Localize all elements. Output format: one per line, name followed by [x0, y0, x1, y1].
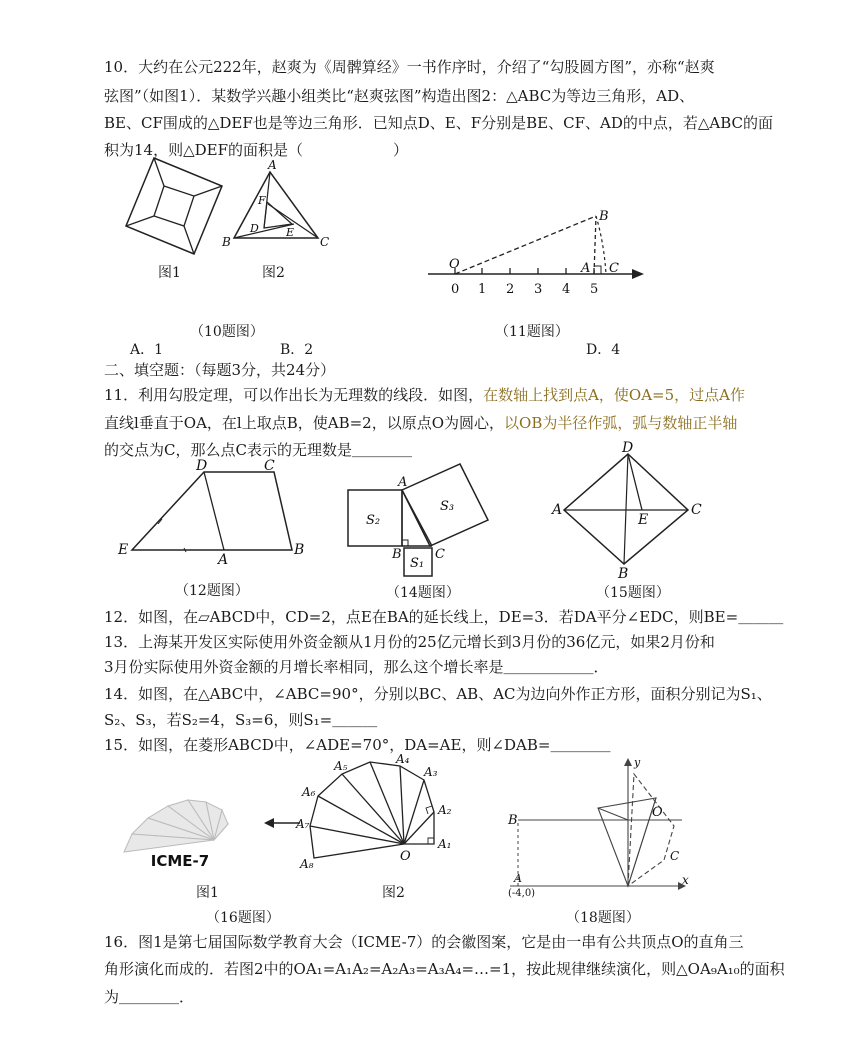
fig16-point-A7: A₇ — [296, 817, 310, 831]
fig15-point-A: A — [552, 502, 563, 518]
fig11-tick-4: 4 — [562, 282, 571, 297]
fig12-point-A: A — [218, 552, 229, 568]
fig16-point-A8: A₈ — [300, 857, 314, 871]
q11-caption: （11题图） — [495, 324, 569, 340]
fig11-point-C: C — [609, 261, 619, 276]
fig18-coord-label: (-4,0) — [508, 888, 536, 899]
fig16-point-A6: A₆ — [302, 785, 316, 799]
q11-line1-highlight: 在数轴上找到点A，使OA=5，过点A作 — [483, 386, 746, 404]
fig11-tick-2: 2 — [506, 282, 515, 297]
fig11-tick-0: 0 — [451, 282, 460, 297]
fig16-point-A1: A₁ — [438, 837, 452, 851]
q14-caption: （14题图） — [386, 585, 460, 601]
q10-line1: 10．大约在公元222年，赵爽为《周髀算经》一书作序时，介绍了“勾股圆方图”，亦称“赵爽 — [104, 58, 715, 76]
fig11-tick-1: 1 — [478, 282, 487, 297]
q10-line4: 积为14，则△DEF的面积是（ ） — [104, 141, 409, 159]
section-heading-fill-in: 二、填空题：（每题3分，共24分） — [104, 361, 336, 379]
fig16-point-A2: A₂ — [438, 803, 452, 817]
fig14-area-s1: S₁ — [410, 556, 425, 571]
q12-caption: （12题图） — [175, 583, 249, 599]
fig18-point-A: A — [514, 872, 522, 885]
q16-line3: 为＿＿＿＿． — [104, 988, 195, 1006]
fig15-point-E: E — [638, 512, 649, 528]
q16-fig1-label: 图1 — [196, 885, 219, 901]
q11-line3: 的交点为C，那么点C表示的无理数是＿＿＿＿ — [104, 441, 412, 459]
q11-figure — [422, 198, 652, 298]
q15-text: 15．如图，在菱形ABCD中，∠ADE=70°，DA=AE，则∠DAB=＿＿＿＿ — [104, 736, 611, 754]
fig12-point-E: E — [118, 542, 129, 558]
q12-figure — [112, 458, 312, 568]
q15-caption: （15题图） — [596, 585, 670, 601]
fig11-tick-3: 3 — [534, 282, 543, 297]
fig18-axis-x: x — [682, 873, 689, 887]
fig11-point-O: O — [449, 257, 460, 272]
fig10-point-F: F — [258, 194, 266, 207]
q18-caption: （18题图） — [566, 910, 640, 926]
fig10-point-A: A — [268, 158, 277, 172]
fig18-point-C: C — [670, 849, 680, 863]
q10-line3: BE、CF围成的△DEF也是等边三角形．已知点D、E、F分别是BE、CF、AD的中点，若△ABC的面 — [104, 114, 774, 132]
q13-line1: 13．上海某开发区实际使用外资金额从1月份的25亿元增长到3月份的36亿元，如果2月份和 — [104, 633, 715, 651]
fig14-point-C: C — [435, 547, 445, 562]
fig11-point-B: B — [599, 209, 609, 224]
q11-line1-a: 11．利用勾股定理，可以作出长为无理数的线段．如图， — [104, 386, 484, 404]
fig14-area-s2: S₂ — [366, 513, 381, 528]
q16-caption: （16题图） — [206, 910, 280, 926]
q10-fig2-label: 图2 — [262, 265, 285, 281]
fig10-point-C: C — [320, 235, 330, 249]
fig14-point-B: B — [392, 547, 402, 562]
fig14-area-s3: S₃ — [440, 499, 455, 514]
q10-caption: （10题图） — [190, 324, 264, 340]
q11-line1 — [104, 386, 745, 404]
fig18-axis-y: y — [634, 756, 641, 769]
fig10-point-B: B — [222, 235, 231, 249]
fig14-point-A: A — [398, 475, 408, 490]
fig12-point-D: D — [196, 458, 208, 474]
q10-figure2 — [222, 158, 332, 252]
q16-line1: 16．图1是第七届国际数学教育大会（ICME-7）的会徽图案，它是由一串有公共顶点O的直角三 — [104, 933, 744, 951]
q14-line2: S₂、S₃，若S₂=4，S₃=6，则S₁=＿＿＿ — [104, 711, 378, 729]
q10-fig1-label: 图1 — [158, 265, 181, 281]
q10-figure1 — [124, 158, 224, 258]
fig11-tick-5: 5 — [590, 282, 599, 297]
fig10-point-D: D — [250, 222, 259, 235]
fig10-point-E: E — [286, 226, 295, 239]
q11-line2 — [104, 414, 737, 432]
fig18-point-O-upper: O — [652, 805, 663, 820]
fig15-point-D: D — [622, 440, 634, 456]
fig16-point-A4: A₄ — [396, 752, 410, 766]
q14-line1: 14．如图，在△ABC中，∠ABC=90°，分别以BC、AB、AC为边向外作正方形，面积分别记为S₁、 — [104, 685, 772, 703]
fig15-point-C: C — [691, 502, 702, 518]
fig16-point-O: O — [400, 849, 411, 864]
q10-option-a: A．1 — [130, 342, 164, 358]
q16-line2: 角形演化而成的．若图2中的OA₁=A₁A₂=A₂A₃=A₃A₄=…=1，按此规律继续演化，则△OA₉A₁₀的面积 — [104, 960, 785, 978]
fig18-point-B: B — [508, 813, 518, 828]
q16-fig2-label: 图2 — [382, 885, 405, 901]
q10-option-b: B．2 — [280, 342, 314, 358]
fig11-point-A: A — [581, 261, 591, 276]
q10-line2: 弦图”（如图1）．某数学兴趣小组类比“赵爽弦图”构造出图2：△ABC为等边三角形，AD、 — [104, 87, 695, 105]
fig15-point-B: B — [618, 566, 629, 582]
q11-line2-highlight: 以OB为半径作弧，弧与数轴正半轴 — [504, 414, 738, 432]
q11-line2-a: 直线l垂直于OA，在l上取点B，使AB=2，以原点O为圆心， — [104, 414, 505, 432]
q15-figure — [552, 442, 712, 582]
q18-figure — [504, 756, 694, 899]
q10-option-d: D．4 — [586, 342, 621, 358]
fig16-point-A5: A₅ — [334, 759, 348, 773]
q14-figure — [342, 462, 502, 580]
icme7-logo-text: ICME-7 — [150, 852, 210, 870]
q16-figure2-spiral — [296, 752, 466, 884]
fig12-point-B: B — [294, 542, 305, 558]
q16-figure1-logo — [118, 768, 248, 878]
fig12-point-C: C — [264, 458, 275, 474]
q13-line2: 3月份实际使用外资金额的月增长率相同，那么这个增长率是＿＿＿＿＿＿． — [104, 658, 609, 676]
fig16-point-A3: A₃ — [424, 765, 438, 779]
q12-text: 12．如图，在▱ABCD中，CD=2，点E在BA的延长线上，DE=3．若DA平分∠EDC，则BE=＿＿＿ — [104, 608, 784, 626]
